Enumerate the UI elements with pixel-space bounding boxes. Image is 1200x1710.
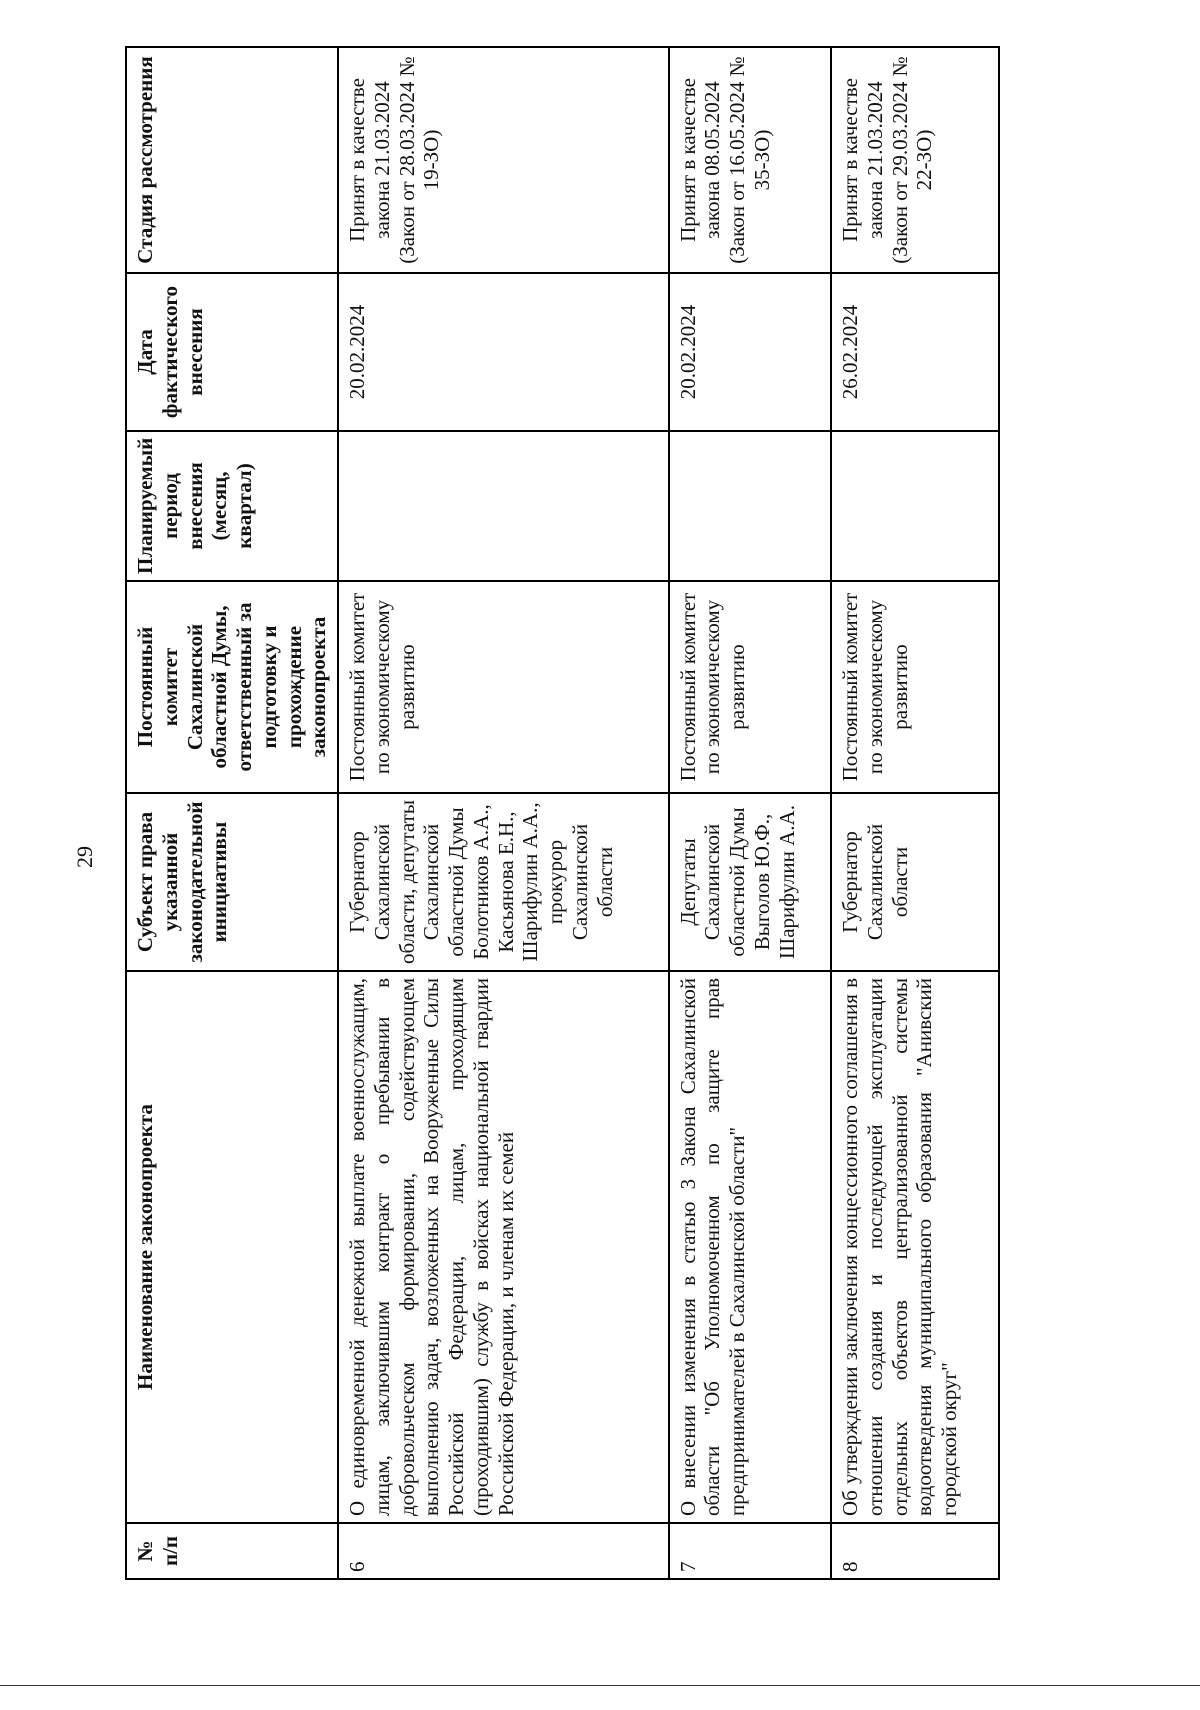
- row-committee: Постоянный комитет по экономическому развитию: [831, 581, 999, 793]
- row-committee: Постоянный комитет по экономическому развитию: [338, 581, 668, 793]
- row-date: 20.02.2024: [338, 273, 668, 431]
- row-date: 20.02.2024: [669, 273, 832, 431]
- header-num: № п/п: [126, 1523, 338, 1579]
- row-committee: Постоянный комитет по экономическому развитию: [669, 581, 832, 793]
- header-committee: Постоянный комитет Сахалинской областной Думы, ответственный за подготовку и прохождение законопроекта: [126, 581, 338, 793]
- table-row: [669, 47, 832, 1579]
- row-subject: Губернатор Сахалинской области, депутаты Сахалинской областной Думы Болотников А.А., Касьянова Е.Н., Шарифулин А.А., прокурор Сахалинской области: [338, 793, 668, 971]
- row-num: 8: [831, 1523, 999, 1579]
- row-bill-name: О внесении изменения в статью 3 Закона Сахалинской области "Об Уполномоченном по защите прав предпринимателей в Сахалинской области": [669, 971, 832, 1523]
- row-bill-name: О единовременной денежной выплате военнослужащим, лицам, заключившим контракт о пребывании в добровольческом формировании, содействующем выполнению задач, возложенных на Вооруженные Силы Российской Федерации, лицам, проходящим (проходившим) службу в войсках национальной гвардии Российской Федерации, и членам их семей: [338, 971, 668, 1523]
- header-subject: Субъект права указанной законодательной инициативы: [126, 793, 338, 971]
- row-subject: Депутаты Сахалинской областной Думы Выголов Ю.Ф., Шарифулин А.А.: [669, 793, 832, 971]
- row-stage: Принят в качестве закона 21.03.2024 (Закон от 28.03.2024 № 19-ЗО): [338, 47, 668, 273]
- page-number: 29: [72, 846, 97, 868]
- row-date: 26.02.2024: [831, 273, 999, 431]
- row-stage: Принят в качестве закона 08.05.2024 (Закон от 16.05.2024 № 35-ЗО): [669, 47, 832, 273]
- header-stage: Стадия рассмотрения: [126, 47, 338, 273]
- row-subject: Губернатор Сахалинской области: [831, 793, 999, 971]
- row-planned: [669, 431, 832, 581]
- header-planned: Планируемый период внесения (месяц, квартал): [126, 431, 338, 581]
- row-planned: [338, 431, 668, 581]
- page-bottom-edge: [0, 1685, 1200, 1686]
- bills-table: [125, 46, 1000, 1580]
- table-header-row: [126, 47, 338, 1579]
- table-row: [338, 47, 668, 1579]
- row-num: 7: [669, 1523, 832, 1579]
- header-name: Наименование законопроекта: [126, 971, 338, 1523]
- header-date: Дата фактического внесения: [126, 273, 338, 431]
- row-num: 6: [338, 1523, 668, 1579]
- row-planned: [831, 431, 999, 581]
- bills-table-container: [125, 48, 1000, 1580]
- row-bill-name: Об утверждении заключения концессионного соглашения в отношении создания и последующей эксплуатации отдельных объектов централизованной системы водоотведения муниципального образования "Анивский городской округ": [831, 971, 999, 1523]
- row-stage: Принят в качестве закона 21.03.2024 (Закон от 29.03.2024 № 22-ЗО): [831, 47, 999, 273]
- table-row: [831, 47, 999, 1579]
